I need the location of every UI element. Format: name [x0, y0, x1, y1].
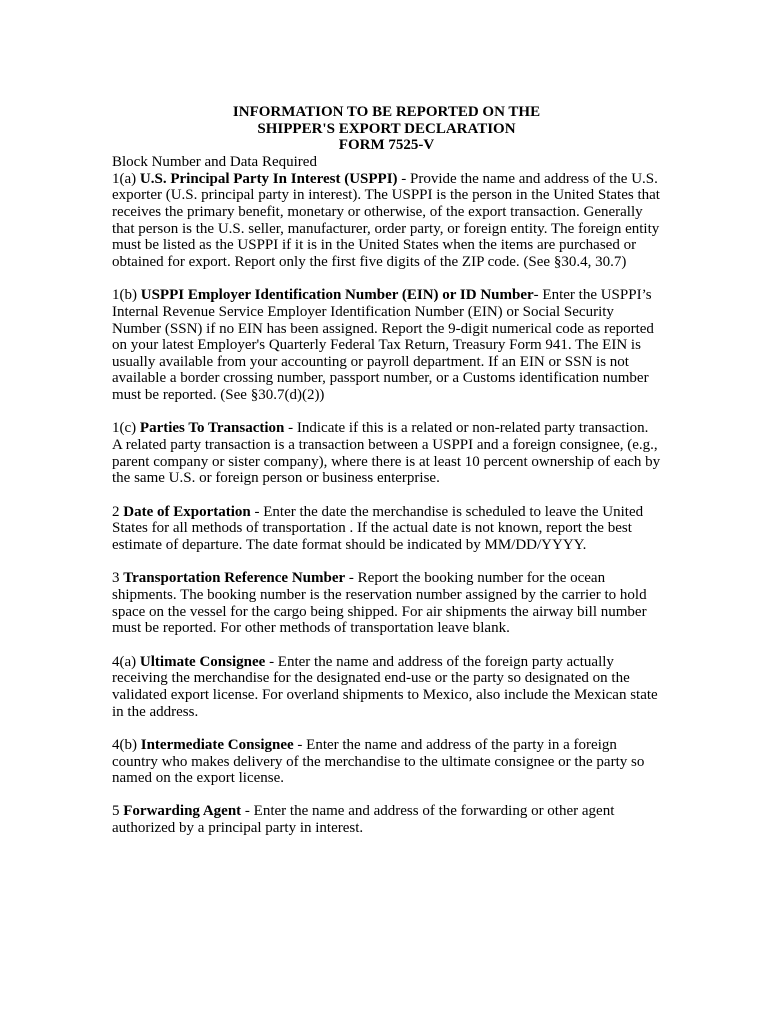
heading-line-3: FORM 7525-V	[338, 137, 435, 154]
block-paragraph	[112, 287, 661, 404]
block-number: 4(a)	[112, 653, 140, 670]
block-title: Parties To Transaction	[139, 420, 285, 437]
block-number: 5	[112, 803, 124, 820]
block-paragraph	[112, 420, 661, 487]
block-number: 4(b)	[112, 736, 141, 753]
block-title: Ultimate Consignee	[139, 653, 266, 670]
block-title: Forwarding Agent	[123, 803, 242, 820]
block-title: Intermediate Consignee	[140, 736, 294, 753]
block-paragraph	[112, 504, 661, 554]
block-description: - Enter the name and address of the party in a foreign country who makes delivery of the merchandise to the ultimate consignee or the party so named on the export license.	[112, 736, 645, 787]
block-description: - Enter the USPPI’s Internal Revenue Service Employer Identification Number (EIN) or Social Security Number (SSN) if no EIN has been assigned. Report the 9-digit numerical code as reported on your latest Employer's Quarterly Federal Tax Return, Treasury Form 941. The EIN is usually available from your accounting or payroll department. If an EIN or SSN is not available a border crossing number, passport number, or a Customs identification number must be reported. (See §30.7(d)(2))	[112, 287, 654, 404]
block-description: - Enter the name and address of the foreign party actually receiving the merchandise for the designated end-use or the party so designated on the validated export license. For overland shipments to Mexico, also include the Mexican state in the address.	[112, 653, 658, 720]
block-paragraph	[112, 654, 661, 721]
block-number: 3	[112, 570, 124, 587]
block-paragraph	[112, 737, 661, 787]
heading-line-2: SHIPPER'S EXPORT DECLARATION	[257, 120, 516, 137]
intro-line: Block Number and Data Required	[112, 153, 317, 170]
block-paragraph	[112, 570, 661, 637]
heading-line-1: INFORMATION TO BE REPORTED ON THE	[232, 104, 541, 120]
block-description: - Provide the name and address of the U.S. exporter (U.S. principal party in interest). The USPPI is the person in the United States that receives the primary benefit, monetary or otherwise, of the export transaction. Generally that person is the U.S. seller, manufacturer, order party, or foreign entity. The foreign entity must be listed as the USPPI if it is in the United States when the items are purchased or obtained for export. Report only the first five digits of the ZIP code. (See §30.4, 30.7)	[112, 170, 660, 270]
paragraph-list	[112, 171, 661, 837]
block-description: - Enter the date the merchandise is scheduled to leave the United States for all methods of transportation . If the actual date is not known, report the best estimate of departure. The date format should be indicated by MM/DD/YYYY.	[112, 503, 644, 554]
block-description: - Indicate if this is a related or non-related party transaction. A related party transaction is a transaction between a USPPI and a foreign consignee, (e.g., parent company or sister company), where there is at least 10 percent ownership of each by the same U.S. or foreign person or business enterprise.	[112, 420, 661, 487]
block-number: 2	[112, 503, 124, 520]
block-description: - Enter the name and address of the forwarding or other agent authorized by a principal party in interest.	[112, 803, 615, 837]
block-title: Transportation Reference Number	[123, 570, 346, 587]
block-title: U.S. Principal Party In Interest (USPPI)	[139, 170, 398, 187]
document-heading	[112, 104, 661, 154]
block-number: 1(b)	[112, 287, 141, 304]
block-number: 1(c)	[112, 420, 140, 437]
block-description: - Report the booking number for the ocean shipments. The booking number is the reservation number assigned by the carrier to hold space on the vessel for the cargo being shipped. For air shipments the airway bill number must be reported. For other methods of transportation leave blank.	[112, 570, 647, 637]
block-paragraph	[112, 171, 661, 271]
block-number: 1(a)	[112, 170, 140, 187]
block-paragraph	[112, 803, 661, 836]
block-title: USPPI Employer Identification Number (EIN) or ID Number	[140, 287, 534, 304]
block-title: Date of Exportation	[123, 503, 251, 520]
